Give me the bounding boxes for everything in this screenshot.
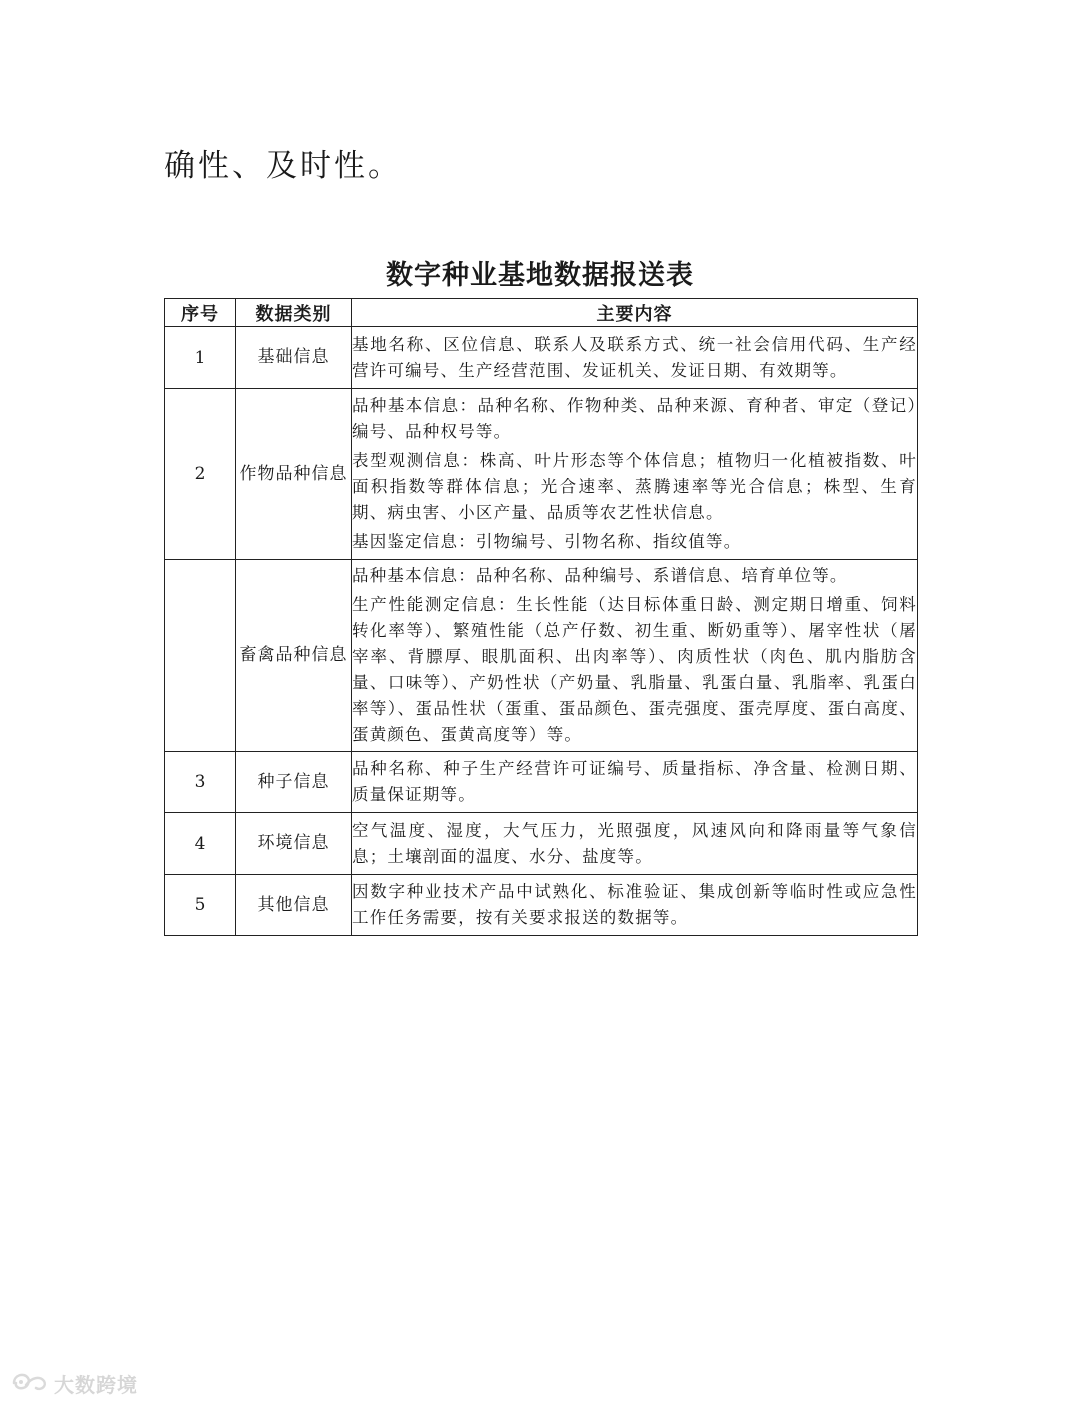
row-number: 2 <box>165 389 236 560</box>
table-row <box>165 389 918 560</box>
table-row <box>165 813 918 875</box>
row-content <box>352 327 918 389</box>
content-paragraph: 品种名称、种子生产经营许可证编号、质量指标、净含量、检测日期、质量保证期等。 <box>352 759 917 804</box>
row-content <box>352 875 918 936</box>
row-number: 5 <box>165 875 236 936</box>
report-table <box>164 298 918 936</box>
brand-logo-icon <box>10 1367 50 1399</box>
row-content <box>352 813 918 875</box>
lead-text: 确性、及时性。 <box>164 148 402 184</box>
content-paragraph: 基地名称、区位信息、联系人及联系方式、统一社会信用代码、生产经营许可编号、生产经营范围、发证机关、发证日期、有效期等。 <box>352 334 917 380</box>
row-number: 3 <box>165 752 236 813</box>
row-category: 作物品种信息 <box>236 389 352 560</box>
row-category: 种子信息 <box>236 752 352 813</box>
row-number <box>165 560 236 752</box>
row-category: 畜禽品种信息 <box>236 560 352 752</box>
table-row <box>165 752 918 813</box>
header-category: 数据类别 <box>236 299 352 327</box>
content-paragraph: 表型观测信息：株高、叶片形态等个体信息；植物归一化植被指数、叶面积指数等群体信息；光合速率、蒸腾速率等光合信息；株型、生育期、病虫害、小区产量、品质等农艺性状信息。 <box>352 451 917 522</box>
table-row <box>165 875 918 936</box>
row-category: 基础信息 <box>236 327 352 389</box>
table-row <box>165 560 918 752</box>
watermark <box>10 1368 138 1398</box>
table-header-row <box>165 299 918 327</box>
row-content <box>352 560 918 752</box>
row-content <box>352 752 918 813</box>
table-row <box>165 327 918 389</box>
content-paragraph: 因数字种业技术产品中试熟化、标准验证、集成创新等临时性或应急性工作任务需要，按有关要求报送的数据等。 <box>352 882 917 927</box>
row-content <box>352 389 918 560</box>
content-paragraph: 基因鉴定信息：引物编号、引物名称、指纹值等。 <box>352 532 742 551</box>
row-number: 4 <box>165 813 236 875</box>
row-category: 环境信息 <box>236 813 352 875</box>
header-content: 主要内容 <box>352 299 918 327</box>
content-paragraph: 生产性能测定信息：生长性能（达目标体重日龄、测定期日增重、饲料转化率等）、繁殖性能（总产仔数、初生重、断奶重等）、屠宰性状（屠宰率、背膘厚、眼肌面积、出肉率等）、肉质性状（肉色、肌内脂肪含量、口味等）、产奶性状（产奶量、乳脂量、乳蛋白量、乳脂率、乳蛋白率等）、蛋品性状（蛋重、蛋品颜色、蛋壳强度、蛋壳厚度、蛋白高度、蛋黄颜色、蛋黄高度等）等。 <box>352 595 917 744</box>
header-no: 序号 <box>165 299 236 327</box>
content-paragraph: 品种基本信息：品种名称、作物种类、品种来源、育种者、审定（登记）编号、品种权号等。 <box>352 396 917 441</box>
row-number: 1 <box>165 327 236 389</box>
table-title: 数字种业基地数据报送表 <box>386 260 694 291</box>
row-category: 其他信息 <box>236 875 352 936</box>
content-paragraph: 品种基本信息：品种名称、品种编号、系谱信息、培育单位等。 <box>352 566 848 585</box>
watermark-text: 大数跨境 <box>54 1372 138 1397</box>
content-paragraph: 空气温度、湿度，大气压力，光照强度，风速风向和降雨量等气象信息；土壤剖面的温度、水分、盐度等。 <box>352 820 917 866</box>
